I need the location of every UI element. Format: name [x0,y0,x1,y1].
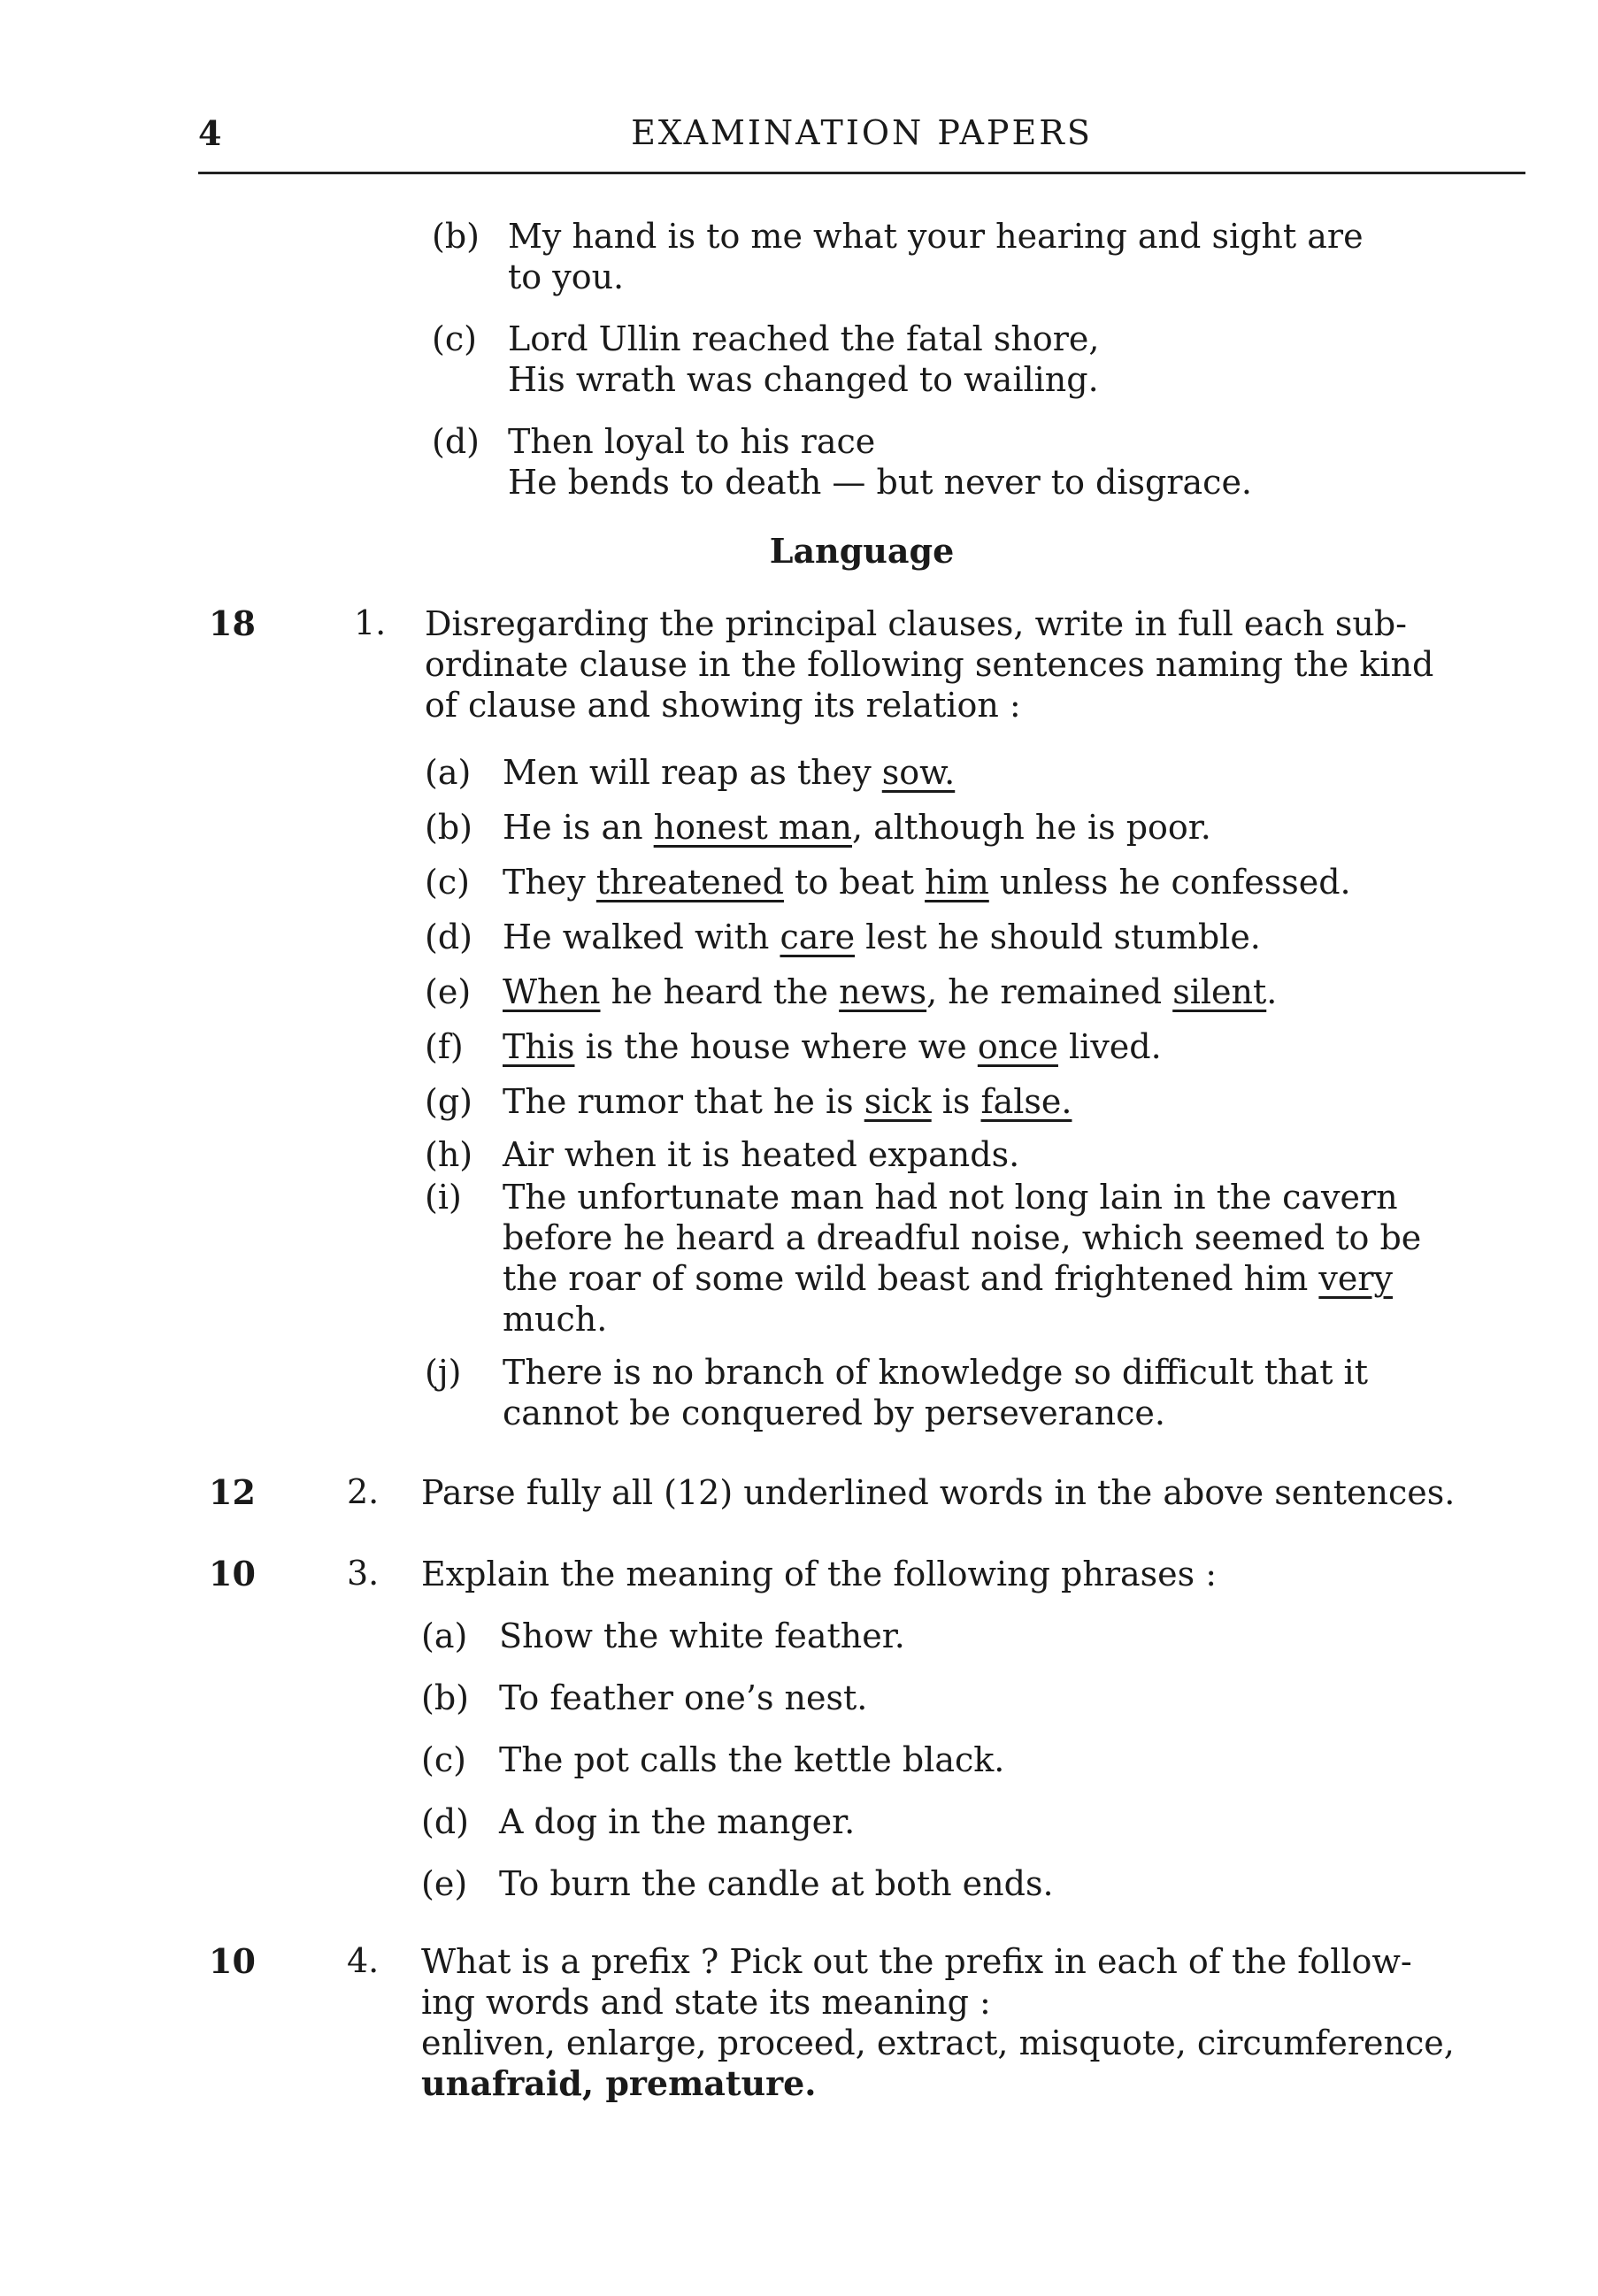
sentence-segment: Men will reap as they [503,753,882,792]
question-2-text: Parse fully all (12) underlined words in the above sentences. [421,1473,1456,1512]
sentence-segment: to beat [783,863,926,902]
underlined-word: honest man [653,808,852,847]
sentence-label: (j) [425,1353,462,1392]
phrase-label: (e) [421,1864,468,1903]
underlined-word: threatened [595,863,784,902]
phrase-label: (c) [421,1740,466,1779]
item-line: Lord Ullin reached the fatal shore, [508,319,1100,358]
item-line: My hand is to me what your hearing and sight are [508,217,1364,256]
sentence-segment: The rumor that he is [503,1082,864,1121]
sentence-segment: he heard the [600,972,840,1011]
sentence-segment: . [1266,972,1278,1011]
header-rule [198,172,1525,174]
sentence-line [503,807,1211,848]
question-line: ordinate clause in the following sentences naming the kind [425,645,1434,684]
phrase-label: (b) [421,1678,469,1717]
question-line: ing words and state its meaning : [421,1983,991,2022]
sentence-line [503,917,1261,957]
sentence-segment: is the house where we [574,1027,978,1066]
question-line: What is a prefix ? Pick out the prefix in each of the follow- [421,1942,1412,1981]
phrase-text: The pot calls the kettle black. [499,1740,1005,1779]
underlined-word: false. [980,1082,1072,1121]
sentence-line: before he heard a dreadful noise, which seemed to be [503,1218,1422,1257]
underlined-word: news [839,972,927,1011]
question-marks: 10 [209,1554,256,1593]
underlined-word: him [925,863,989,902]
sentence-line: The unfortunate man had not long lain in the cavern [503,1178,1398,1217]
sentence-label: (i) [425,1178,462,1217]
item-label: (b) [432,217,480,256]
running-head: EXAMINATION PAPERS [631,113,1093,152]
word-list-line: enliven, enlarge, proceed, extract, misquote, circumference, [421,2023,1455,2062]
question-marks: 18 [209,603,256,643]
question-marks: 12 [209,1472,256,1512]
item-label: (d) [432,422,480,461]
sentence-label: (a) [425,753,472,792]
question-line: Disregarding the principal clauses, write in full each sub- [425,604,1407,643]
sentence-line [503,862,1351,902]
phrase-label: (d) [421,1802,469,1841]
underlined-word: This [503,1027,575,1066]
sentence-line: much. [503,1300,608,1339]
sentence-segment: Air when it is heated expands. [503,1135,1020,1174]
underlined-word: care [780,918,856,956]
sentence-segment: the roar of some wild beast and frightened him [503,1259,1319,1298]
sentence-label: (g) [425,1082,472,1121]
underlined-word: sick [864,1082,932,1121]
sentence-segment: He is an [503,808,654,847]
question-number: 4. [347,1941,380,1980]
sentence-label: (c) [425,863,470,902]
sentence-segment: , he remained [926,972,1173,1011]
sentence-segment: He walked with [503,918,780,956]
item-line: Then loyal to his race [508,422,876,461]
sentence-segment: They [503,863,596,902]
sentence-line [503,752,955,793]
underlined-word: sow. [881,753,956,792]
item-line: to you. [508,257,625,296]
sentence-label: (f) [425,1027,464,1066]
sentence-line [503,1081,1072,1122]
section-title: Language [769,531,955,571]
sentence-segment: is [931,1082,981,1121]
sentence-segment: unless he confessed. [988,863,1351,902]
phrase-label: (a) [421,1616,468,1655]
question-marks: 10 [209,1941,256,1981]
sentence-line [503,971,1277,1012]
sentence-segment: lived. [1057,1027,1162,1066]
phrase-text: To burn the candle at both ends. [499,1864,1054,1903]
underlined-word: very [1318,1259,1393,1298]
sentence-segment: , although he is poor. [851,808,1211,847]
phrase-text: Show the white feather. [499,1616,905,1655]
underlined-word: once [977,1027,1058,1066]
question-4-text [421,1941,1455,2104]
question-line: of clause and showing its relation : [425,686,1021,725]
sentence-label: (b) [425,808,472,847]
sentence-label: (d) [425,918,472,956]
item-line: His wrath was changed to wailing. [508,360,1099,399]
question-number: 1. [354,603,387,642]
sentence-line [503,1026,1162,1067]
sentence-line: There is no branch of knowledge so difficult that it [503,1353,1368,1392]
sentence-label: (e) [425,972,472,1011]
sentence-label: (h) [425,1135,473,1174]
phrase-text: To feather one’s nest. [499,1678,868,1717]
question-1-text [425,603,1433,726]
page-header [198,113,1525,159]
question-number: 2. [347,1472,380,1511]
sentence-line [503,1134,1019,1175]
question-3-text: Explain the meaning of the following phrases : [421,1555,1218,1593]
question-number: 3. [347,1554,380,1593]
word-list-line: unafraid, premature. [421,2063,817,2103]
item-line: He bends to death — but never to disgrace. [508,463,1253,502]
underlined-word: When [503,972,601,1011]
page-number: 4 [198,113,222,153]
item-label: (c) [432,319,477,358]
sentence-line: cannot be conquered by perseverance. [503,1394,1165,1432]
underlined-word: silent [1172,972,1267,1011]
sentence-segment: lest he should stumble. [855,918,1261,956]
sentence-line [503,1258,1421,1299]
phrase-text: A dog in the manger. [499,1802,856,1841]
